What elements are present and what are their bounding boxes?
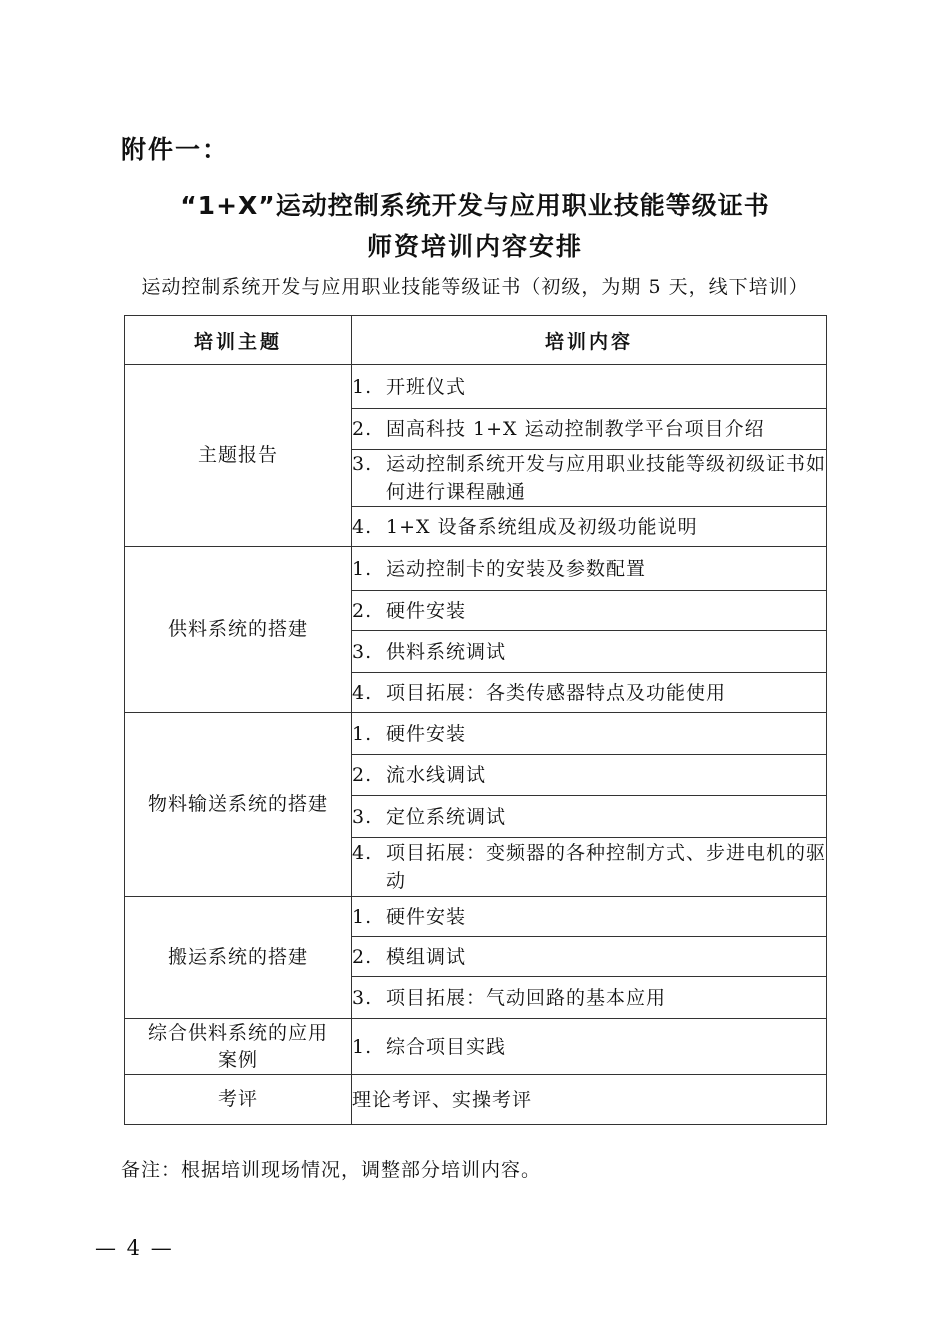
content-cell (352, 409, 827, 450)
item-text: 综合项目实践 (386, 1035, 507, 1058)
content-item (352, 943, 826, 971)
content-item (352, 597, 826, 625)
item-text: 项目拓展：变频器的各种控制方式、步进电机的驱动 (386, 842, 827, 892)
item-number: 2. (352, 945, 373, 968)
item-text: 运动控制卡的安装及参数配置 (386, 557, 647, 580)
content-item (352, 720, 826, 748)
item-text: 固高科技 1+X 运动控制教学平台项目介绍 (386, 418, 765, 440)
topic-cell: 主题报告 (125, 365, 352, 547)
item-number: 3. (352, 986, 373, 1009)
content-cell (352, 547, 827, 591)
item-text: 理论考评、实操考评 (352, 1088, 533, 1111)
item-number: 3. (352, 453, 373, 475)
content-item (352, 1086, 826, 1114)
content-item (352, 373, 826, 401)
item-number: 4. (352, 842, 373, 864)
item-text: 运动控制系统开发与应用职业技能等级初级证书如何进行课程融通 (386, 453, 827, 503)
content-item (352, 761, 826, 789)
item-text: 硬件安装 (386, 905, 467, 928)
table-header-row (125, 316, 827, 365)
content-item (352, 415, 826, 443)
content-cell (352, 507, 827, 547)
item-number: 3. (352, 805, 373, 828)
document-title-line2: 师资培训内容安排 (366, 232, 583, 261)
content-cell (352, 713, 827, 755)
item-text: 项目拓展：各类传感器特点及功能使用 (386, 681, 727, 704)
content-cell (352, 631, 827, 673)
content-cell (352, 977, 827, 1019)
content-item (352, 450, 826, 506)
content-cell (352, 1019, 827, 1075)
item-number: 2. (352, 599, 373, 622)
item-number: 1. (352, 557, 373, 580)
content-cell (352, 1075, 827, 1125)
document-subtitle: 运动控制系统开发与应用职业技能等级证书（初级，为期 5 天，线下培训） (141, 276, 809, 298)
topic-cell: 考评 (125, 1075, 352, 1125)
content-item (352, 1033, 826, 1061)
item-number: 1. (352, 375, 373, 398)
item-text: 开班仪式 (386, 375, 467, 398)
item-number: 2. (352, 418, 373, 440)
item-number: 2. (352, 764, 373, 786)
content-cell (352, 937, 827, 977)
item-number: 1. (352, 1035, 373, 1058)
table-row (125, 547, 827, 591)
item-text: 硬件安装 (386, 599, 467, 622)
table-row (125, 365, 827, 409)
content-item (352, 555, 826, 583)
topic-cell: 供料系统的搭建 (125, 547, 352, 713)
content-item (352, 638, 826, 666)
item-text: 1+X 设备系统组成及初级功能说明 (386, 515, 698, 538)
item-text: 定位系统调试 (386, 805, 507, 828)
content-cell (352, 755, 827, 796)
content-item (352, 513, 826, 541)
item-number: 4. (352, 515, 373, 538)
attachment-label: 附件一： (121, 135, 230, 164)
training-schedule-table (124, 315, 827, 1125)
content-cell (352, 897, 827, 937)
page-number: — 4 — (95, 1236, 174, 1260)
topic-cell: 搬运系统的搭建 (125, 897, 352, 1019)
content-cell (352, 591, 827, 631)
table-row (125, 897, 827, 937)
item-text: 流水线调试 (386, 764, 487, 786)
table-row (125, 1075, 827, 1125)
footnote: 备注：根据培训现场情况，调整部分培训内容。 (121, 1159, 542, 1181)
item-number: 1. (352, 905, 373, 928)
item-text: 硬件安装 (386, 722, 467, 745)
header-topic: 培训主题 (125, 316, 352, 365)
content-item (352, 679, 826, 707)
item-number: 3. (352, 640, 373, 663)
item-text: 模组调试 (386, 945, 467, 968)
content-cell (352, 365, 827, 409)
item-text: 供料系统调试 (386, 640, 507, 663)
item-text: 项目拓展：气动回路的基本应用 (386, 986, 667, 1009)
content-item (352, 839, 826, 895)
header-content: 培训内容 (352, 316, 827, 365)
item-number: 4. (352, 681, 373, 704)
content-item (352, 984, 826, 1012)
document-title-line1: “1+X”运动控制系统开发与应用职业技能等级证书 (180, 191, 770, 220)
content-cell (352, 673, 827, 713)
item-number: 1. (352, 722, 373, 745)
topic-cell: 物料输送系统的搭建 (125, 713, 352, 897)
table-body (125, 365, 827, 1125)
table-row (125, 713, 827, 755)
content-cell (352, 796, 827, 838)
content-cell (352, 450, 827, 507)
content-item (352, 903, 826, 931)
table-row (125, 1019, 827, 1075)
content-cell (352, 838, 827, 897)
topic-cell: 综合供料系统的应用案例 (125, 1019, 352, 1075)
content-item (352, 803, 826, 831)
